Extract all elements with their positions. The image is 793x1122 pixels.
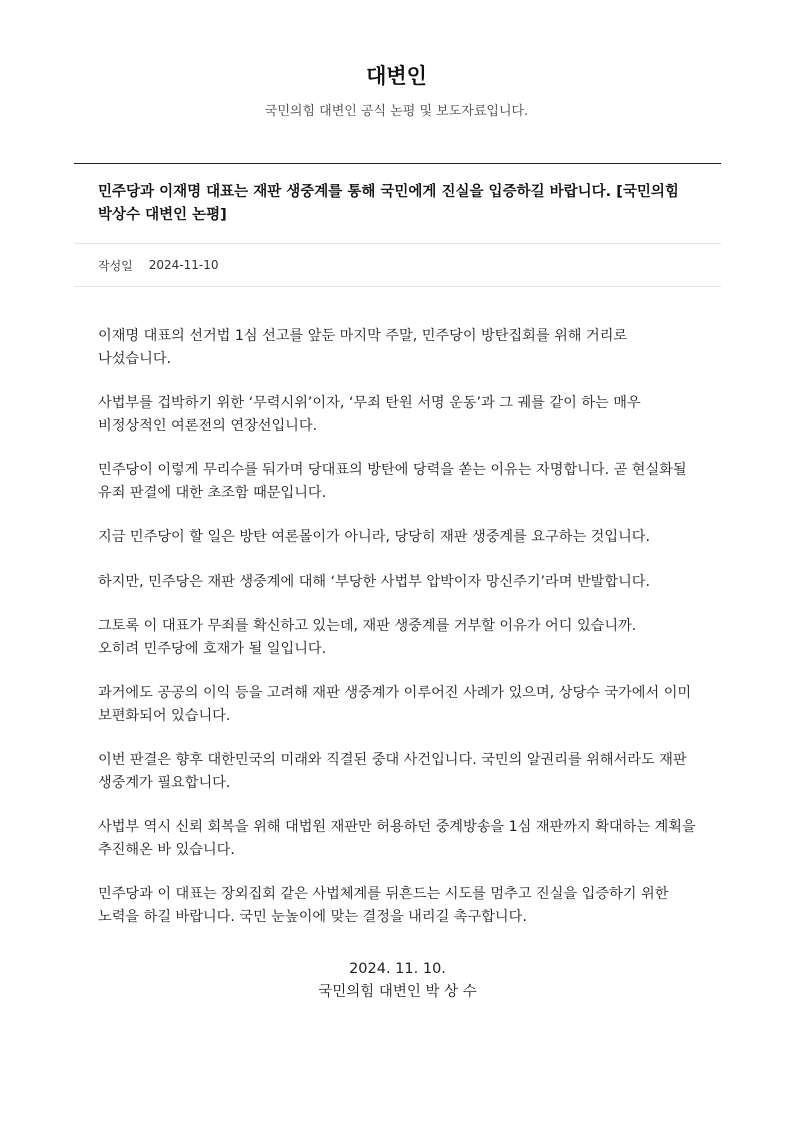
paragraph-text: 이번 판결은 향후 대한민국의 미래와 직결된 중대 사건입니다. 국민의 알권리를 위해서라도 재판 생중계가 필요합니다. <box>98 752 687 791</box>
body-paragraph <box>98 526 697 549</box>
paragraph-text: 그토록 이 대표가 무죄를 확신하고 있는데, 재판 생중계를 거부할 이유가 어디 있습니까. <box>98 618 637 634</box>
paragraph-text: 민주당이 이렇게 무리수를 둬가며 당대표의 방탄에 당력을 쏟는 이유는 자명합니다. 곧 현실화될 유죄 판결에 대한 초조함 때문입니다. <box>98 462 687 501</box>
paragraph-text: 사법부 역시 신뢰 회복을 위해 대법원 재판만 허용하던 중계방송을 1심 재판까지 확대하는 계획을 추진해온 바 있습니다. <box>98 819 696 858</box>
body-paragraph <box>98 816 697 861</box>
body-paragraph <box>98 571 697 594</box>
article-title: 민주당과 이재명 대표는 재판 생중계를 통해 국민에게 진실을 입증하길 바랍니다. [국민의힘 박상수 대변인 논평] <box>74 164 721 244</box>
article <box>74 163 721 1004</box>
article-body <box>74 287 721 1004</box>
body-paragraph <box>98 682 697 727</box>
signoff-date: 2024. 11. 10. <box>349 961 446 977</box>
paragraph-text: 사법부를 겁박하기 위한 ‘무력시위’이자, ‘무죄 탄원 서명 운동’과 그 궤를 같이 하는 매우 비정상적인 여론전의 연장선입니다. <box>98 395 641 434</box>
paragraph-text: 과거에도 공공의 이익 등을 고려해 재판 생중계가 이루어진 사례가 있으며, 상당수 국가에서 이미 보편화되어 있습니다. <box>98 685 692 724</box>
body-paragraph <box>98 392 697 437</box>
paragraph-text: 하지만, 민주당은 재판 생중계에 대해 ‘부당한 사법부 압박이자 망신주기’라며 반발합니다. <box>98 573 651 590</box>
body-paragraph <box>98 325 697 370</box>
page-header <box>0 0 793 122</box>
paragraph-text: 지금 민주당이 할 일은 방탄 여론몰이가 아니라, 당당히 재판 생중계를 요구하는 것입니다. <box>98 529 651 545</box>
page-subtitle: 국민의힘 대변인 공식 논평 및 보도자료입니다. <box>264 104 529 119</box>
body-paragraph <box>98 749 697 794</box>
paragraph-text: 이재명 대표의 선거법 1심 선고를 앞둔 마지막 주말, 민주당이 방탄집회를 위해 거리로 나섰습니다. <box>98 328 628 367</box>
paragraph-text: 오히려 민주당에 호재가 될 일입니다. <box>98 640 327 657</box>
page-title: 대변인 <box>366 64 427 88</box>
article-meta <box>74 244 721 287</box>
signoff <box>98 958 697 1004</box>
date-value: 2024-11-10 <box>148 258 219 272</box>
body-paragraph <box>98 615 697 660</box>
signoff-name: 국민의힘 대변인 박 상 수 <box>318 984 477 1000</box>
body-paragraph <box>98 459 697 504</box>
body-paragraph <box>98 883 697 928</box>
date-label: 작성일 <box>98 258 133 273</box>
paragraph-text: 민주당과 이 대표는 장외집회 같은 사법체계를 뒤흔드는 시도를 멈추고 진실을 입증하기 위한 노력을 하길 바랍니다. 국민 눈높이에 맞는 결정을 내리길 촉구합니다. <box>98 886 669 925</box>
